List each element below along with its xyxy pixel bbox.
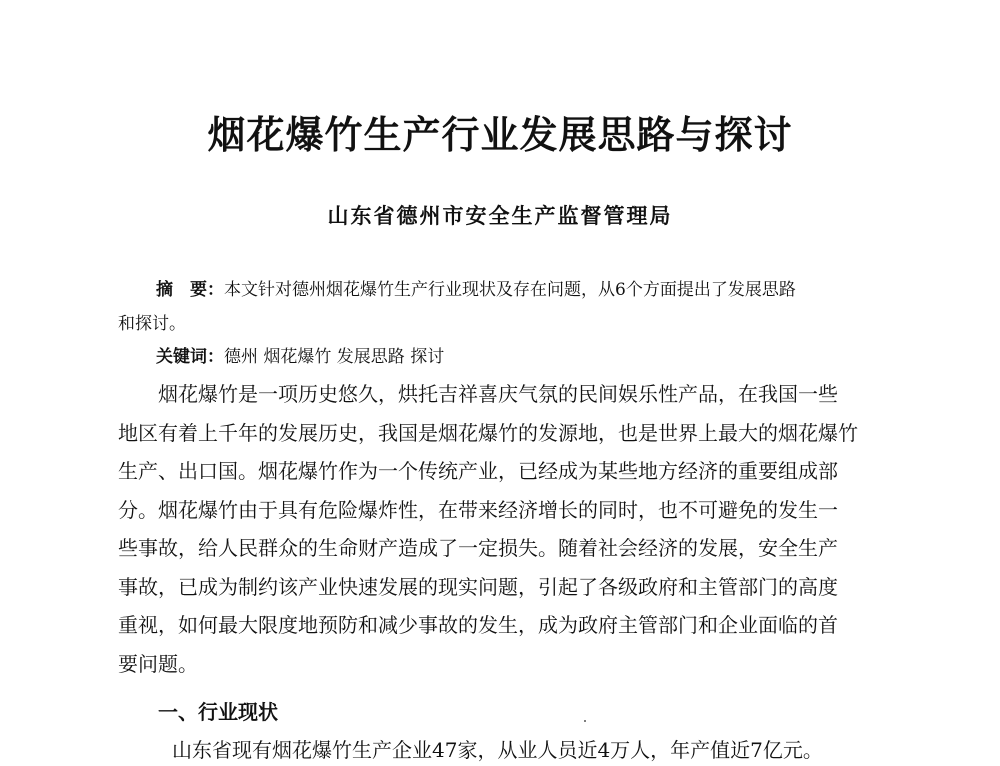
abstract-label: 摘 要： [156,280,224,300]
section-heading: 一、行业现状 [158,700,278,724]
body-line: 生产、出口国。烟花爆竹作为一个传统产业，已经成为某些地方经济的重要组成部 [118,459,838,483]
abstract-line-1 [118,273,908,307]
scan-speck [584,720,586,722]
abstract-block [118,273,908,341]
keywords-label: 关键词： [156,347,224,367]
keywords-text: 德州 烟花爆竹 发展思路 探讨 [224,347,445,367]
body-line: 些事故，给人民群众的生命财产造成了一定损失。随着社会经济的发展，安全生产 [118,536,838,560]
body-line: 烟花爆竹是一项历史悠久，烘托吉祥喜庆气氛的民间娱乐性产品，在我国一些 [158,382,838,406]
section-body-line: 山东省现有烟花爆竹生产企业47家，从业人员近4万人，年产值近7亿元。 [172,738,823,762]
body-line: 地区有着上千年的发展历史，我国是烟花爆竹的发源地，也是世界上最大的烟花爆竹 [118,420,858,445]
body-line: 分。烟花爆竹由于具有危险爆炸性，在带来经济增长的同时，也不可避免的发生一 [118,497,838,522]
intro-paragraph [118,375,898,683]
keywords-line [156,341,444,373]
abstract-text-2: 和探讨。 [118,314,186,334]
abstract-text-1: 本文针对德州烟花爆竹生产行业现状及存在问题，从6个方面提出了发展思路 [224,280,796,300]
body-line: 重视，如何最大限度地预防和减少事故的发生，成为政府主管部门和企业面临的首 [118,613,838,637]
body-line: 事故，已成为制约该产业快速发展的现实问题，引起了各级政府和主管部门的高度 [118,574,838,599]
article-title: 烟花爆竹生产行业发展思路与探讨 [207,112,793,157]
article-author: 山东省德州市安全生产监督管理局 [327,203,673,228]
body-line: 要问题。 [118,651,198,676]
